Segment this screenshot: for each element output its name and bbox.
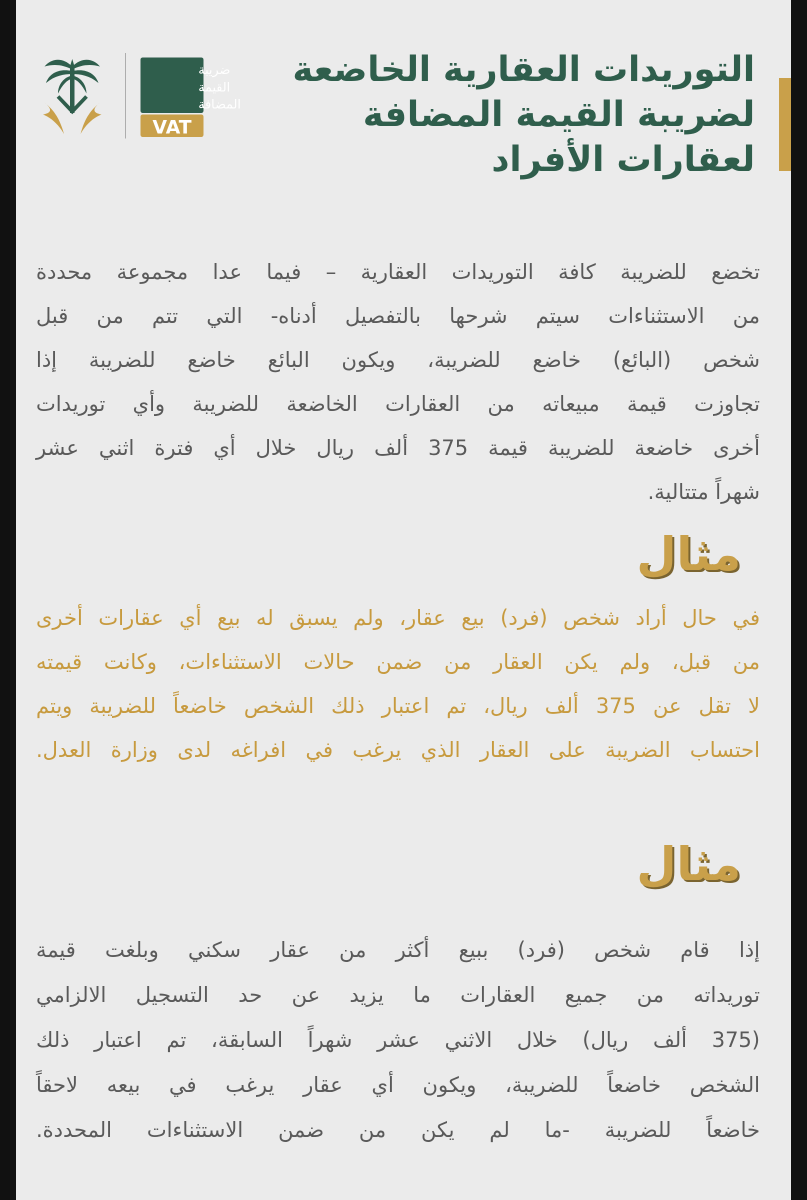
example-heading: مثال — [636, 837, 741, 891]
palm-swords-icon — [43, 59, 102, 134]
title-line: التوريدات العقارية الخاضعة — [292, 50, 755, 90]
text-line: لا تقل عن 375 ألف ريال، تم اعتبار ذلك الشخص خاضعاً للضريبة ويتم — [36, 694, 760, 718]
text-line: (375 ألف ريال) خلال الاثني عشر شهراً السابقة، تم اعتبار ذلك — [36, 1028, 760, 1052]
text-line: توريداته من جميع العقارات ما يزيد عن حد التسجيل الالزامي — [36, 983, 760, 1007]
intro-paragraph — [36, 250, 760, 514]
title-line: لعقارات الأفراد — [491, 140, 755, 180]
text-line: الشخص خاضعاً للضريبة، ويكون أي عقار يرغب في بيعه لاحقاً — [36, 1073, 760, 1097]
zatca-vat-logo — [28, 50, 241, 140]
text-line: شخص (البائع) خاضع للضريبة، ويكون البائع خاضع للضريبة إذا — [36, 348, 760, 372]
example-heading: مثال — [636, 527, 741, 581]
logo-text: القيمة — [198, 80, 231, 96]
page-title — [225, 48, 755, 183]
text-line: من قبل، ولم يكن العقار من ضمن حالات الاستثناءات، وكانت قيمته — [36, 650, 760, 674]
text-line: احتساب الضريبة على العقار الذي يرغب في افراغه لدى وزارة العدل. — [36, 738, 760, 762]
text-line: تجاوزت قيمة مبيعاته من العقارات الخاضعة للضريبة وأي توريدات — [36, 392, 760, 416]
text-line: إذا قام شخص (فرد) ببيع أكثر من عقار سكني وبلغت قيمة — [36, 938, 760, 962]
text-line: من الاستثناءات سيتم شرحها بالتفصيل أدناه- التي تتم من قبل — [36, 304, 760, 328]
vat-badge: VAT — [152, 117, 192, 139]
logo-text: ضريبة — [198, 63, 231, 78]
title-line: لضريبة القيمة المضافة — [362, 95, 755, 135]
text-line: شهراً متتالية. — [647, 480, 760, 504]
text-line: أخرى خاضعة للضريبة قيمة 375 ألف ريال خلال أي فترة اثني عشر — [36, 436, 760, 460]
text-line: خاضعاً للضريبة -ما لم يكن من ضمن الاستثناءات المحددة. — [36, 1118, 760, 1142]
example-2-paragraph — [36, 928, 760, 1153]
logo-text: المضافة — [198, 97, 241, 113]
title-accent-bar — [779, 78, 791, 171]
text-line: في حال أراد شخص (فرد) بيع عقار، ولم يسبق له بيع أي عقارات أخرى — [36, 606, 760, 630]
text-line: تخضع للضريبة كافة التوريدات العقارية – فيما عدا مجموعة محددة — [36, 260, 760, 284]
example-1-paragraph — [36, 596, 760, 772]
infographic-page — [16, 0, 791, 1200]
